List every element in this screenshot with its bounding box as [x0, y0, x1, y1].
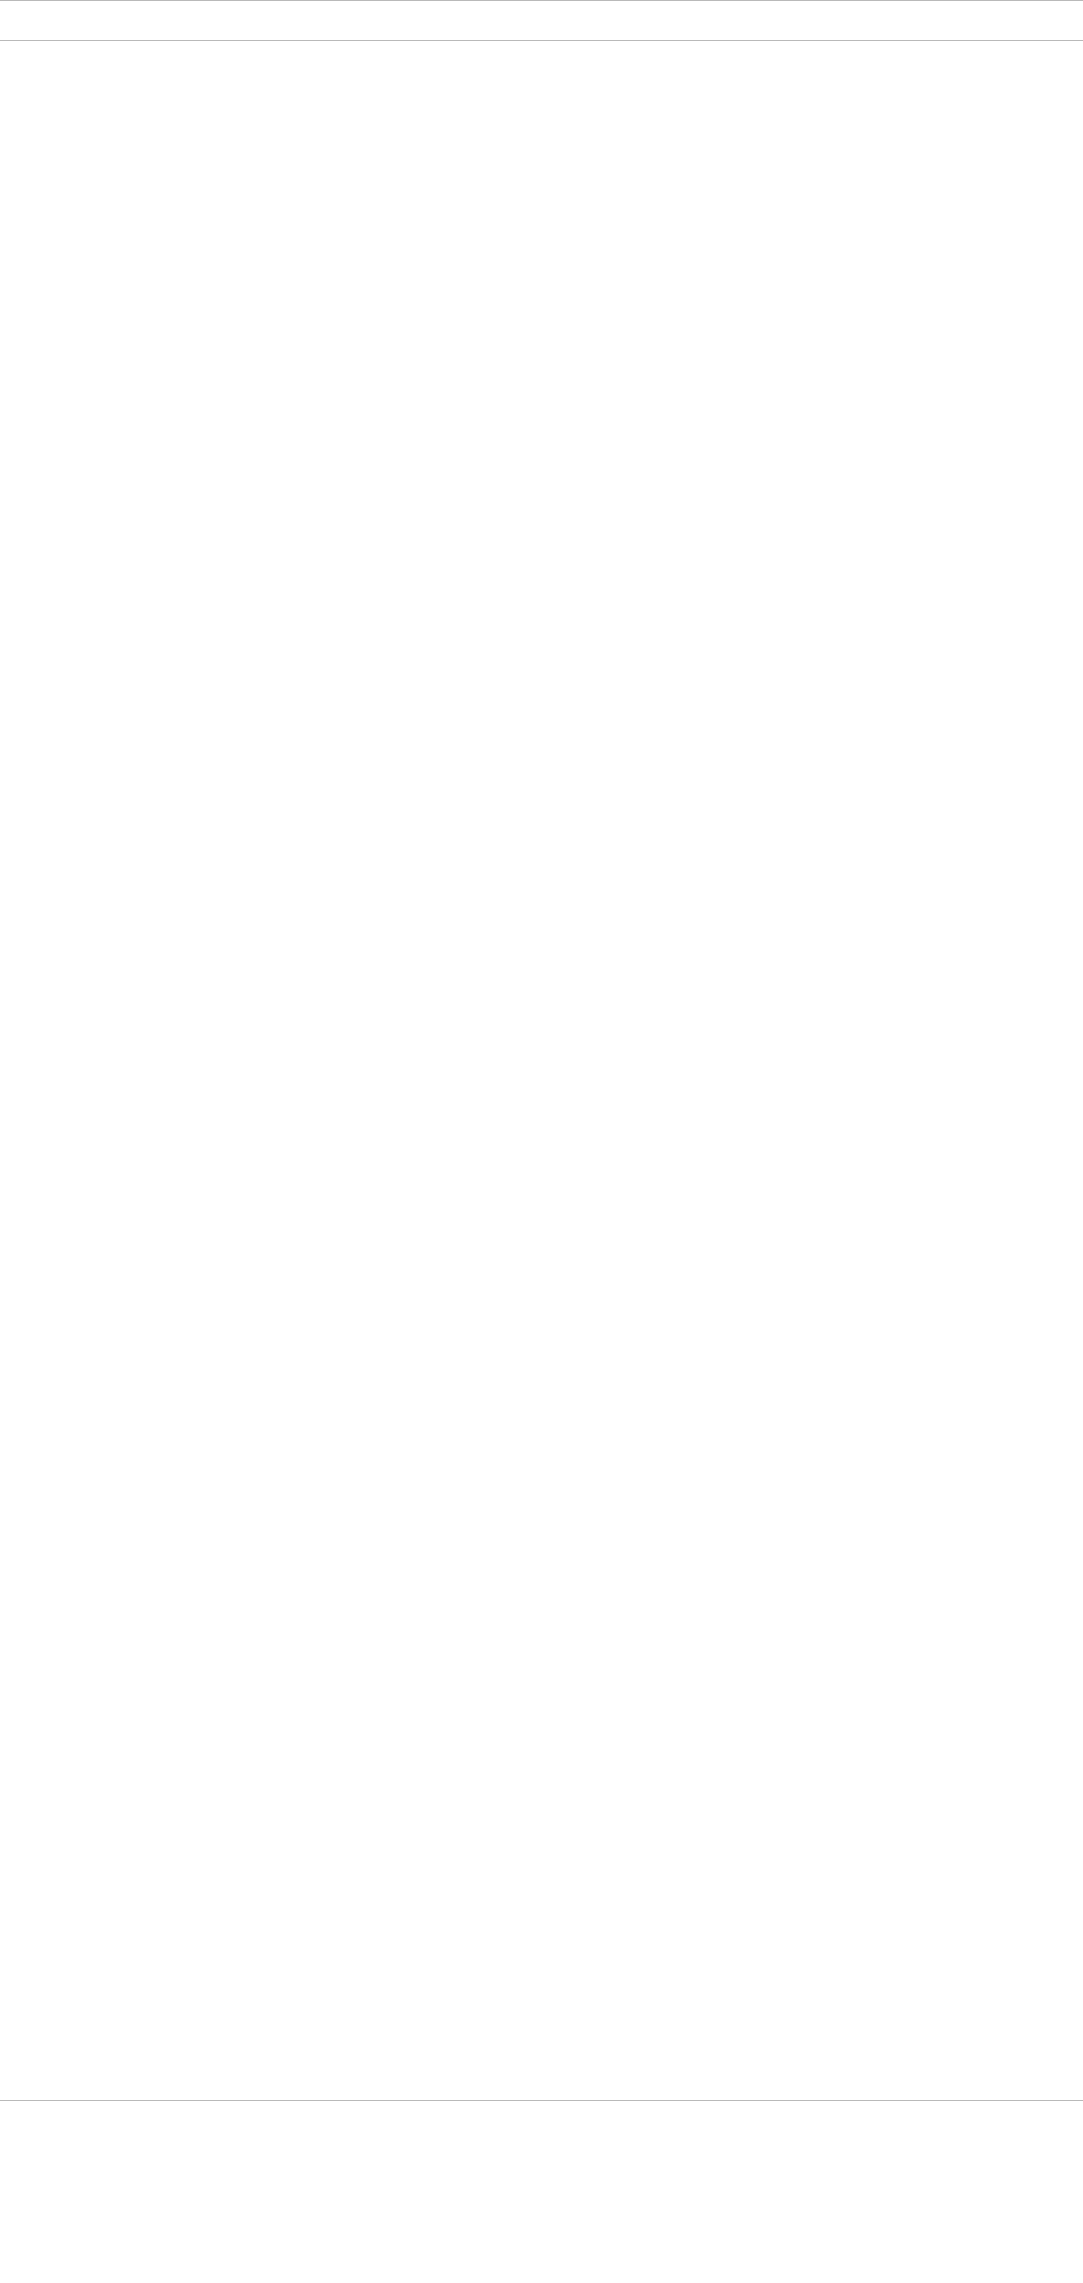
- header-direction: [994, 0, 1083, 41]
- header-reference: [0, 0, 198, 41]
- header-population: [316, 0, 452, 41]
- header-field-strength: [198, 0, 316, 41]
- bottom-rule: [0, 2100, 1083, 2101]
- data-table: [0, 0, 1083, 41]
- header-row: [0, 0, 1083, 41]
- header-brain-region: [493, 0, 670, 41]
- header-measure: [801, 0, 994, 41]
- header-metabolite: [670, 0, 801, 41]
- header-n: [452, 0, 493, 41]
